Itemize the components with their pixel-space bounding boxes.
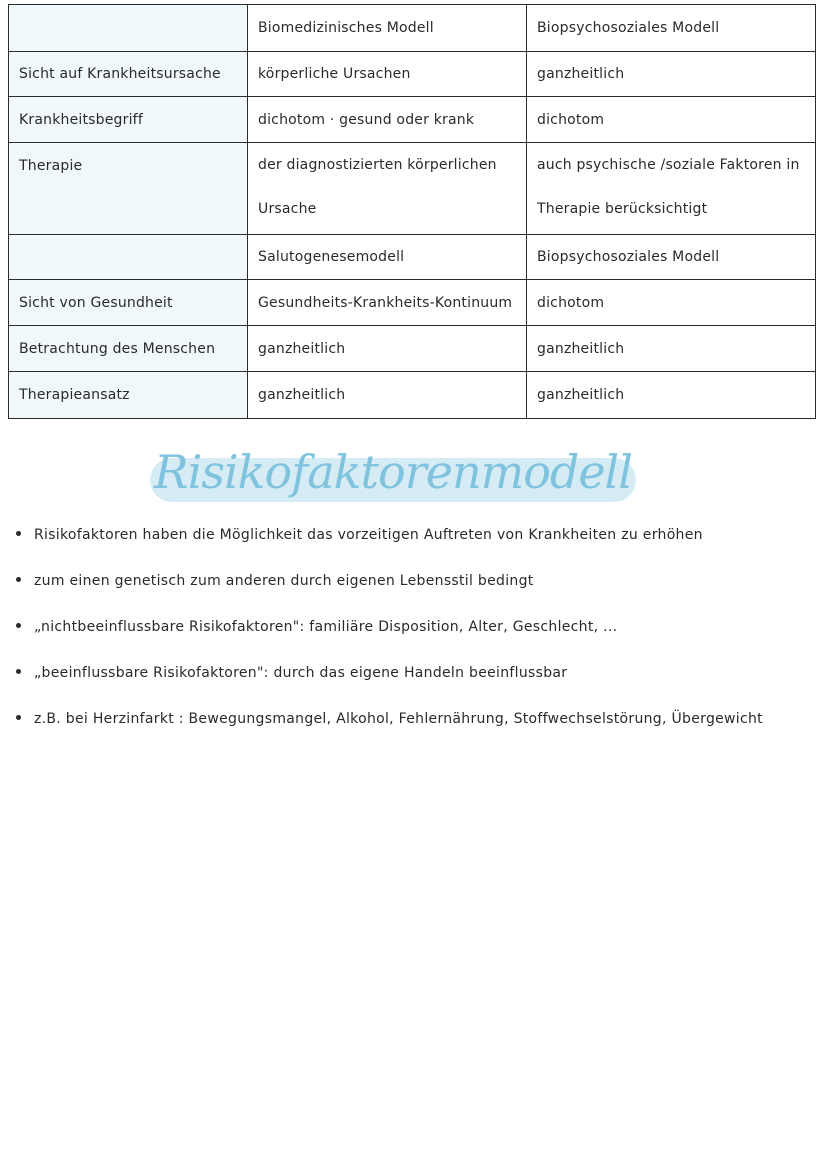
table-cell: ganzheitlich xyxy=(527,372,816,419)
table-cell: dichotom xyxy=(527,280,816,326)
list-item-text: „beeinflussbare Risikofaktoren": durch das eigene Handeln beeinflussbar xyxy=(34,665,568,681)
list-item xyxy=(14,566,814,612)
table-header-biomedical: Biomedizinisches Modell xyxy=(248,5,527,52)
list-item-text: z.B. bei Herzinfarkt : Bewegungsmangel, Alkohol, Fehlernährung, Stoffwechselstörung, Übergewicht xyxy=(34,711,763,727)
table-row xyxy=(9,52,816,97)
table-row xyxy=(9,326,816,372)
table-cell: auch psychische /soziale Faktoren in Therapie berücksichtigt xyxy=(527,143,816,235)
table-cell: dichotom · gesund oder krank xyxy=(248,97,527,143)
table-header-blank xyxy=(9,235,248,280)
table-row xyxy=(9,372,816,419)
table-header-blank xyxy=(9,5,248,52)
list-item-text: „nichtbeeinflussbare Risikofaktoren": familiäre Disposition, Alter, Geschlecht, ... xyxy=(34,619,618,635)
table-row xyxy=(9,143,816,235)
row-label: Sicht auf Krankheitsursache xyxy=(9,52,248,97)
table-header-biopsychosocial: Biopsychosoziales Modell xyxy=(527,235,816,280)
section-heading xyxy=(148,436,638,508)
model-comparison-table xyxy=(8,4,816,419)
table-cell: ganzheitlich xyxy=(527,52,816,97)
row-label: Therapie xyxy=(9,143,248,235)
list-item-text: Risikofaktoren haben die Möglichkeit das vorzeitigen Auftreten von Krankheiten zu erhöhen xyxy=(34,527,703,543)
list-item xyxy=(14,520,814,566)
table-header-row xyxy=(9,5,816,52)
table-header-biopsychosocial: Biopsychosoziales Modell xyxy=(527,5,816,52)
bullet-dot-icon xyxy=(16,577,21,582)
table-cell: dichotom xyxy=(527,97,816,143)
table-header-row xyxy=(9,235,816,280)
table-row xyxy=(9,97,816,143)
table-header-salutogenesis: Salutogenesemodell xyxy=(248,235,527,280)
row-label: Therapieansatz xyxy=(9,372,248,419)
bullet-list xyxy=(14,520,814,750)
bullet-dot-icon xyxy=(16,669,21,674)
bullet-dot-icon xyxy=(16,623,21,628)
table-cell: ganzheitlich xyxy=(248,372,527,419)
table-cell: ganzheitlich xyxy=(248,326,527,372)
table-row xyxy=(9,280,816,326)
list-item xyxy=(14,658,814,704)
row-label: Sicht von Gesundheit xyxy=(9,280,248,326)
table-cell: ganzheitlich xyxy=(527,326,816,372)
list-item-text: zum einen genetisch zum anderen durch eigenen Lebensstil bedingt xyxy=(34,573,534,589)
table-cell: körperliche Ursachen xyxy=(248,52,527,97)
table-cell: der diagnostizierten körperlichen Ursache xyxy=(248,143,527,235)
list-item xyxy=(14,612,814,658)
bullet-dot-icon xyxy=(16,531,21,536)
bullet-dot-icon xyxy=(16,715,21,720)
list-item xyxy=(14,704,814,750)
row-label: Betrachtung des Menschen xyxy=(9,326,248,372)
table-cell: Gesundheits-Krankheits-Kontinuum xyxy=(248,280,527,326)
row-label: Krankheitsbegriff xyxy=(9,97,248,143)
heading-title: Risikofaktorenmodell xyxy=(154,445,632,499)
